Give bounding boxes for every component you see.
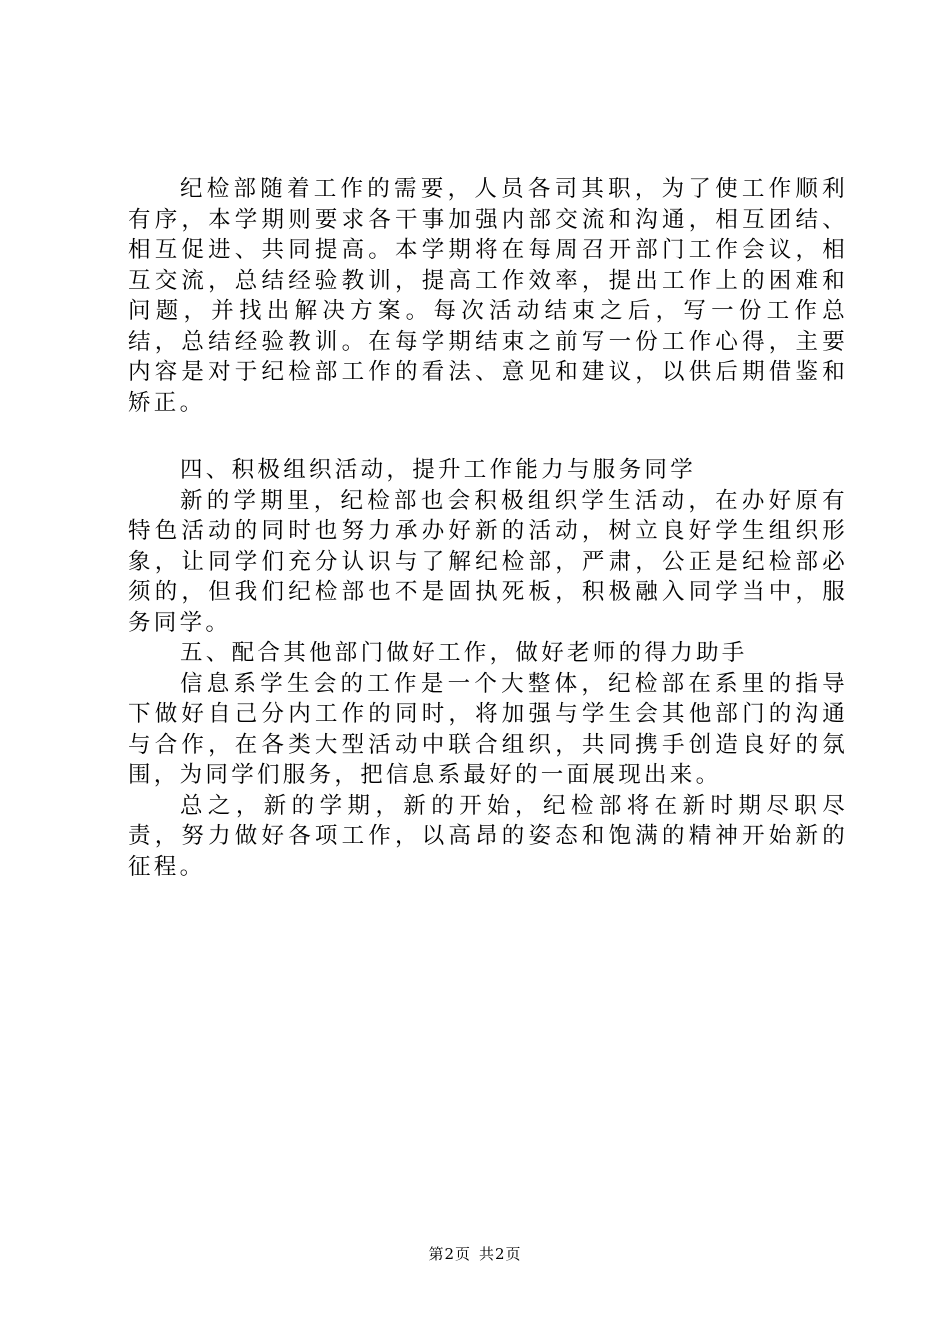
paragraph-work-organization: 纪检部随着工作的需要，人员各司其职，为了使工作顺利有序，本学期则要求各干事加强内部交流和沟通，相互团结、相互促进、共同提高。本学期将在每周召开部门工作会议，相互交流，总结经验教训，提高工作效率，提出工作上的困难和问题，并找出解决方案。每次活动结束之后，写一份工作总结，总结经验教训。在每学期结束之前写一份工作心得，主要内容是对于纪检部工作的看法、意见和建议，以供后期借鉴和矫正。: [128, 176, 848, 416]
paragraph-cooperation: 信息系学生会的工作是一个大整体，纪检部在系里的指导下做好自己分内工作的同时，将加强与学生会其他部门的沟通与合作，在各类大型活动中联合组织，共同携手创造良好的氛围，为同学们服务，把信息系最好的一面展现出来。: [128, 670, 848, 788]
document-body: [128, 174, 848, 882]
section-heading-five: 五、配合其他部门做好工作，做好老师的得力助手: [180, 640, 748, 666]
page-footer: [0, 1243, 950, 1264]
page-number-current: 第2页: [428, 1245, 471, 1263]
paragraph-conclusion: 总之，新的学期，新的开始，纪检部将在新时期尽职尽责，努力做好各项工作，以高昂的姿态和饱满的精神开始新的征程。: [128, 792, 848, 880]
paragraph-activities: 新的学期里，纪检部也会积极组织学生活动，在办好原有特色活动的同时也努力承办好新的活动，树立良好学生组织形象，让同学们充分认识与了解纪检部，严肃，公正是纪检部必须的，但我们纪检部也不是固执死板，积极融入同学当中，服务同学。: [128, 487, 848, 636]
section-heading-four: 四、积极组织活动，提升工作能力与服务同学: [180, 457, 697, 483]
page-number-total: 共2页: [479, 1245, 522, 1263]
